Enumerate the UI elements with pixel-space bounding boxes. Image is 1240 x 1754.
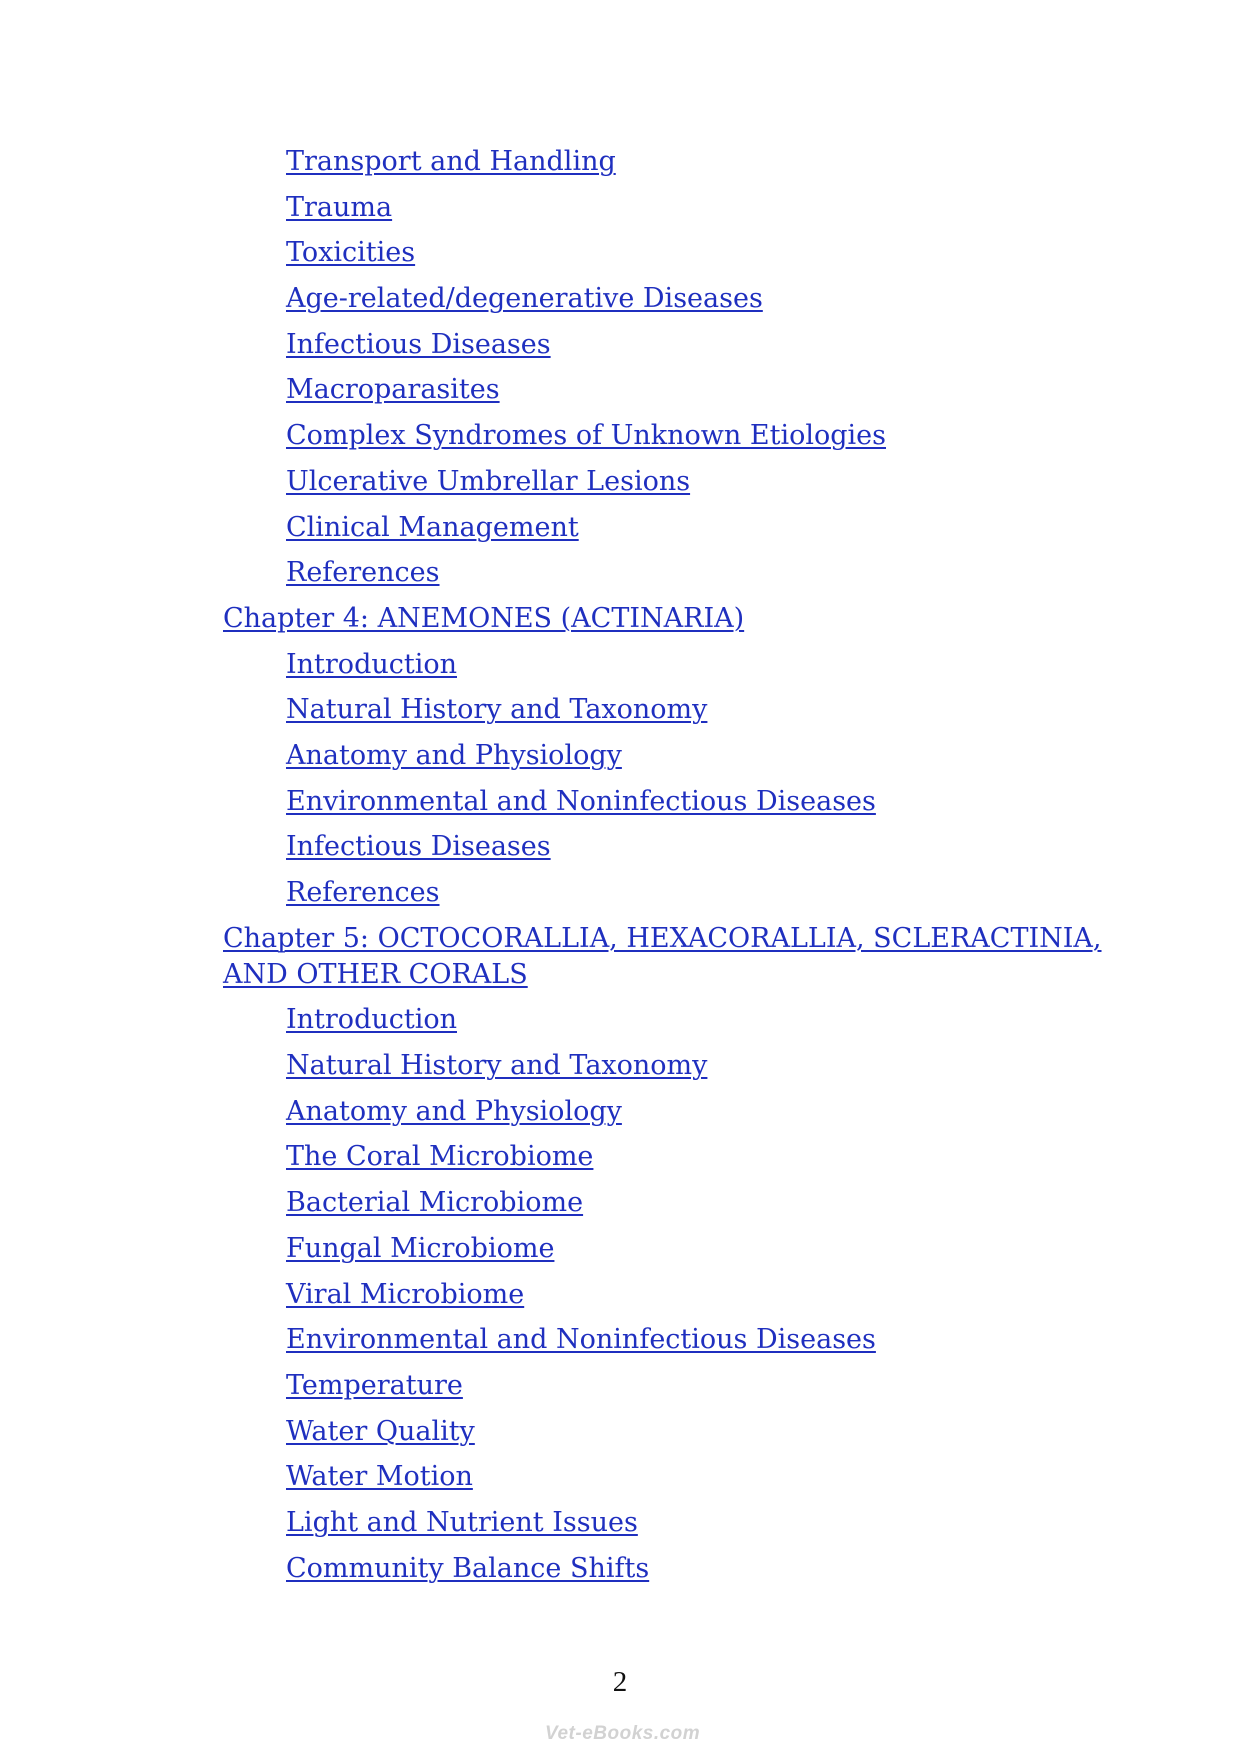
toc-section-link[interactable]: Ulcerative Umbrellar Lesions (286, 465, 691, 497)
toc-section-link[interactable]: Light and Nutrient Issues (286, 1506, 638, 1538)
toc-section-link[interactable]: Infectious Diseases (286, 328, 551, 360)
toc-section-link[interactable]: Trauma (286, 191, 393, 223)
toc-section-link[interactable]: Introduction (286, 648, 457, 680)
page-number: 2 (612, 1666, 628, 1698)
toc-section-link[interactable]: Natural History and Taxonomy (286, 694, 708, 726)
toc-section-link[interactable]: Complex Syndromes of Unknown Etiologies (286, 420, 886, 452)
toc-section-link[interactable]: Water Motion (286, 1461, 473, 1493)
toc-section-link[interactable]: Environmental and Noninfectious Diseases (286, 1324, 876, 1356)
toc-section-link[interactable]: Introduction (286, 1004, 457, 1036)
toc-section-link[interactable]: References (286, 877, 440, 908)
toc-section-link[interactable]: Anatomy and Physiology (286, 1095, 622, 1127)
watermark-logo: Vet-eBooks.com (545, 1723, 701, 1744)
toc-section-link[interactable]: Infectious Diseases (286, 831, 551, 863)
toc-section-link[interactable]: Transport and Handling (286, 146, 616, 177)
toc-section-link[interactable]: Natural History and Taxonomy (286, 1050, 708, 1082)
toc-section-link[interactable]: Viral Microbiome (286, 1278, 525, 1310)
toc-section-link[interactable]: Bacterial Microbiome (286, 1187, 584, 1219)
toc-chapter-link[interactable]: Chapter 4: ANEMONES (ACTINARIA) (223, 602, 745, 634)
table-of-contents (223, 144, 1123, 1596)
toc-chapter-link[interactable]: Chapter 5: OCTOCORALLIA, HEXACORALLIA, SCLERACTINIA, AND OTHER CORALS (223, 922, 1102, 990)
toc-section-link[interactable]: Fungal Microbiome (286, 1232, 555, 1264)
toc-section-link[interactable]: Toxicities (286, 237, 416, 269)
toc-section-link[interactable]: Community Balance Shifts (286, 1552, 650, 1584)
toc-section-link[interactable]: Environmental and Noninfectious Diseases (286, 785, 876, 817)
toc-section-link[interactable]: Water Quality (286, 1415, 475, 1447)
toc-section-link[interactable]: Macroparasites (286, 374, 500, 406)
toc-section-link[interactable]: Anatomy and Physiology (286, 739, 622, 771)
toc-section-link[interactable]: References (286, 557, 440, 589)
toc-section-link[interactable]: Clinical Management (286, 511, 579, 543)
toc-section-link[interactable]: Temperature (286, 1369, 463, 1401)
toc-section-link[interactable]: Age-related/degenerative Diseases (286, 283, 763, 315)
toc-section-link[interactable]: The Coral Microbiome (286, 1141, 594, 1173)
